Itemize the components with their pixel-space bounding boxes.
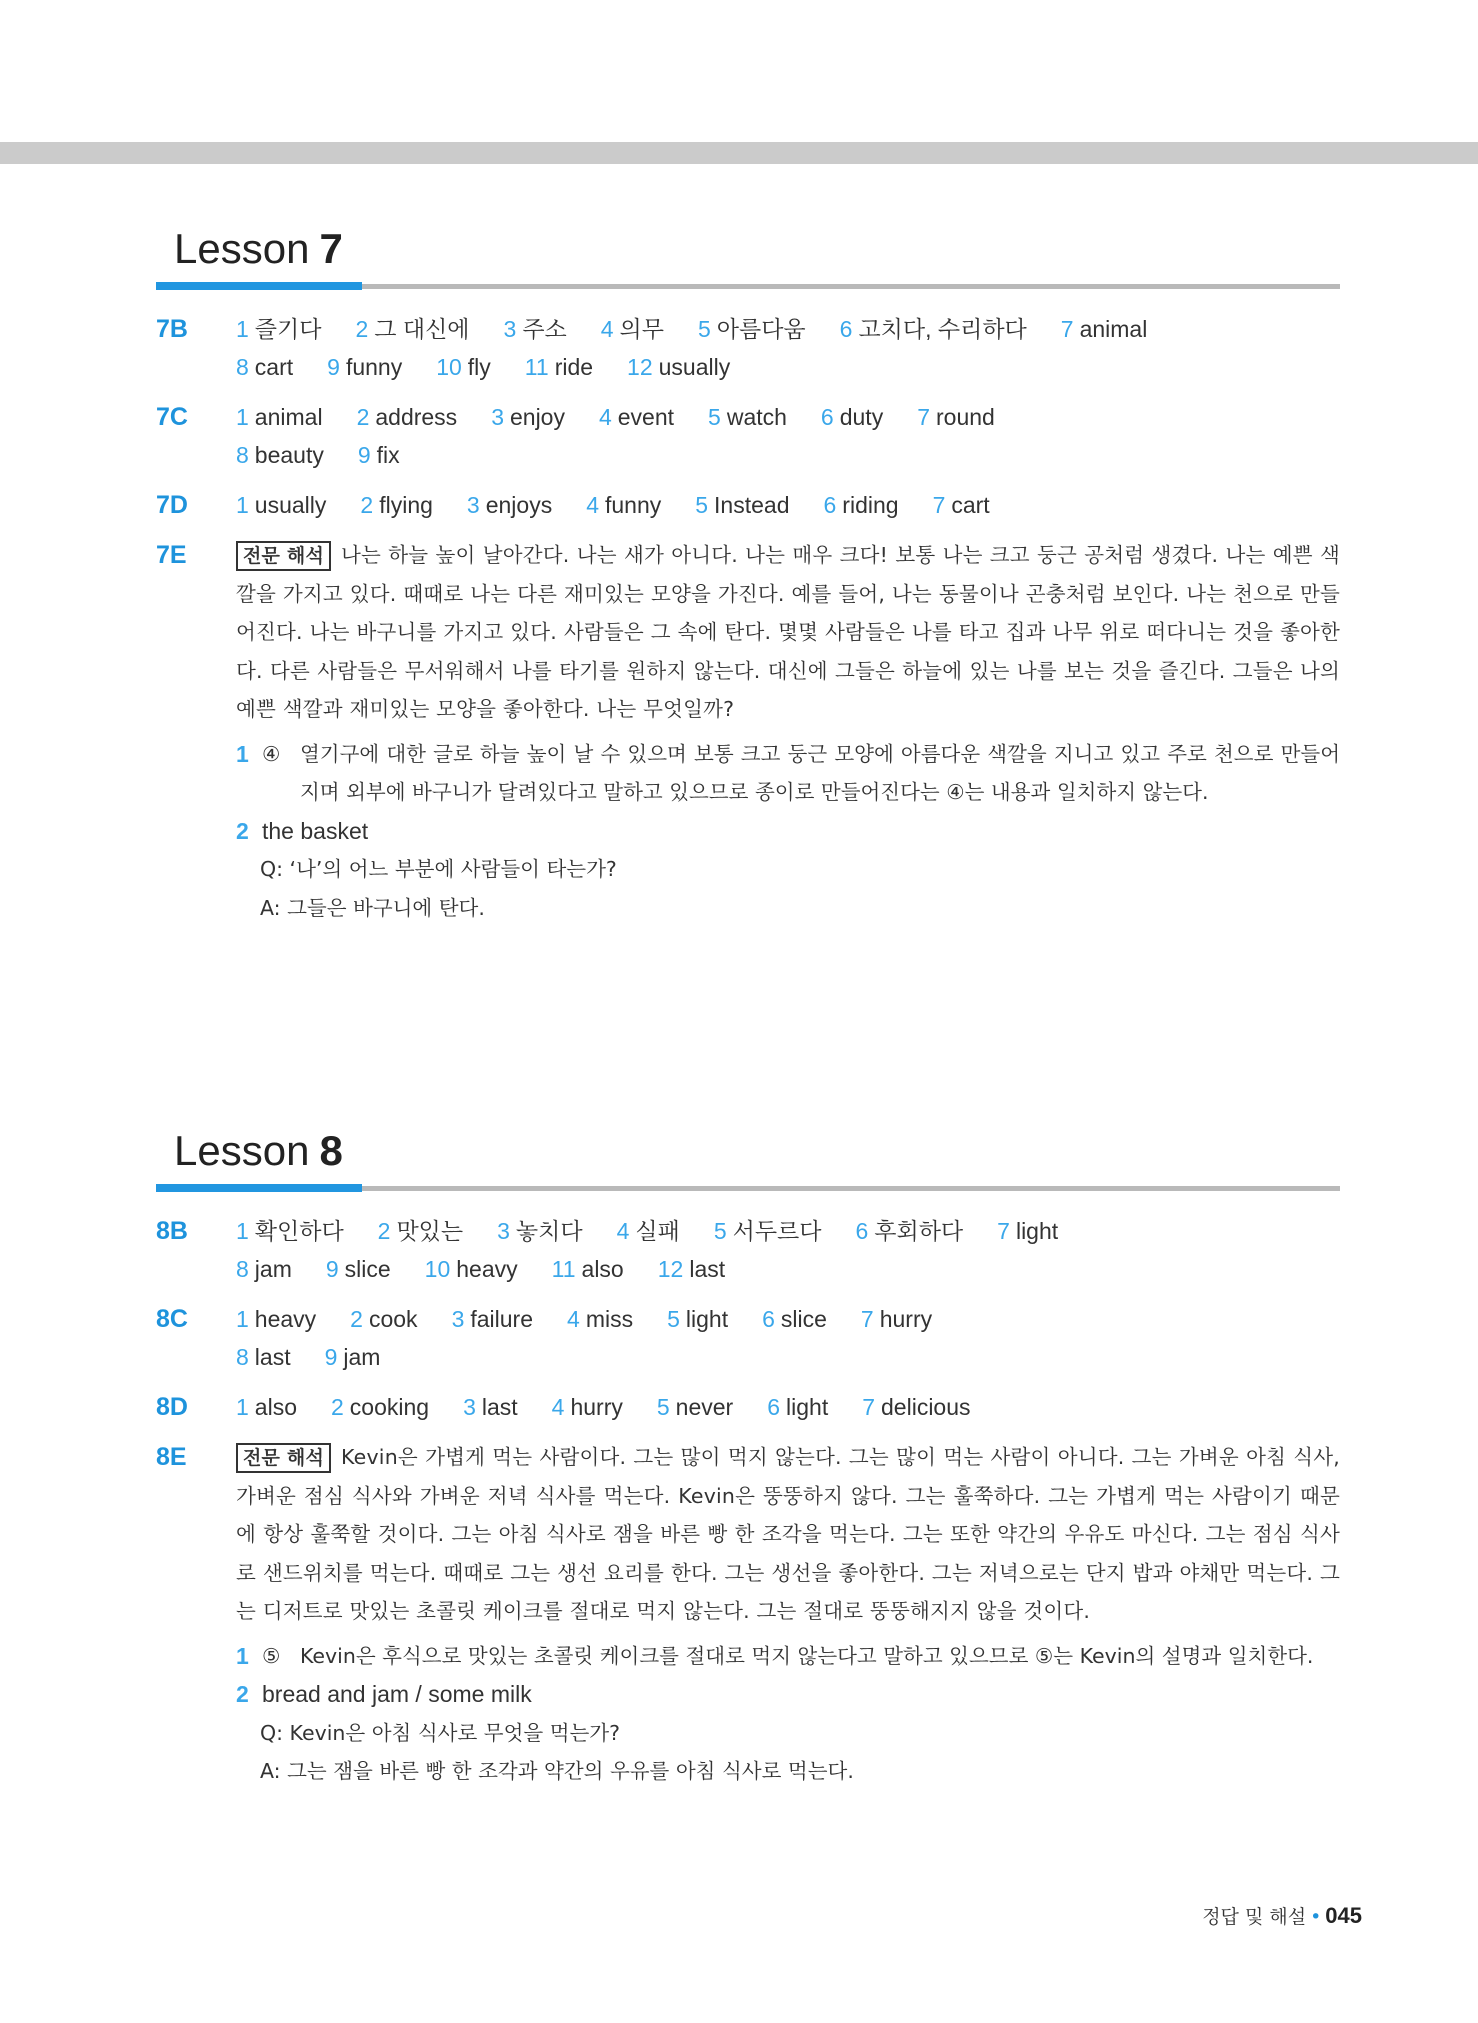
item-text: cooking [349,1394,430,1420]
question-2 [236,812,1340,928]
lesson-8-section [156,1124,1340,1791]
answer-item [236,1212,344,1250]
item-text: cart [951,492,990,518]
answer-item [658,1250,725,1288]
item-number: 5 [708,404,721,430]
answer-row [156,1300,1340,1376]
item-text: jam [343,1344,381,1370]
qa-answer: A: 그들은 바구니에 탄다. [260,895,485,920]
answer-row [156,486,1340,524]
lesson-rule [156,1184,1340,1192]
item-number: 3 [491,404,504,430]
question-1 [236,1637,1340,1676]
item-number: 5 [667,1306,680,1332]
answer-item [436,348,491,386]
item-text: 고치다, 수리하다 [858,316,1027,342]
answer-item [695,486,789,524]
section-code: 7B [156,315,188,343]
lesson-title [174,222,1340,276]
item-number: 3 [451,1306,465,1332]
answer-item [331,1388,429,1426]
item-number: 9 [324,1344,338,1370]
top-gray-band [0,142,1478,164]
answer-item [425,1250,518,1288]
answer-items [236,398,1340,474]
answer-item [360,486,433,524]
answer-item [326,1250,391,1288]
answer-item [236,310,321,348]
answer-item [504,310,567,348]
item-text: 맛있는 [396,1218,464,1244]
item-text: Instead [714,492,790,518]
answer-mark: ⑤ [262,1643,281,1668]
lesson-rule [156,282,1340,290]
item-text: cart [254,354,294,380]
item-number: 4 [600,316,614,342]
item-text: 즐기다 [254,316,322,342]
answer-item [452,1300,533,1338]
item-number: 6 [767,1394,781,1420]
item-number: 6 [839,316,853,342]
item-text: enjoys [485,492,553,518]
item-number: 4 [616,1218,630,1244]
item-number: 1 [236,1306,249,1332]
answer-items [236,1212,1340,1288]
item-number: 5 [656,1394,670,1420]
item-number: 5 [713,1218,727,1244]
item-number: 1 [236,1218,249,1244]
section-code: 7E [156,541,187,569]
item-text: light [685,1306,729,1332]
translation-tag: 전문 해석 [236,541,331,571]
item-text: jam [254,1256,292,1282]
section-8e [156,1438,1340,1631]
answer-row [156,1212,1340,1288]
item-number: 2 [355,316,369,342]
item-text: funny [345,354,403,380]
item-number: 4 [567,1306,580,1332]
item-text: flying [379,492,433,518]
item-number: 7 [932,492,946,518]
item-text: 주소 [522,316,567,342]
item-number: 9 [325,1256,339,1282]
section-code: 8E [156,1443,187,1471]
section-code: 8C [156,1305,188,1333]
item-number: 3 [463,1394,476,1420]
item-text: light [1015,1218,1059,1244]
item-text: last [689,1256,726,1282]
answer-item [525,348,593,386]
lesson-title [174,1124,1340,1178]
answer-item [236,1300,316,1338]
answer-item [552,1388,623,1426]
section-code: 7C [156,403,188,431]
answer-item [378,1212,463,1250]
answer-rows [156,310,1340,536]
item-text: funny [604,492,662,518]
item-number: 8 [236,442,249,468]
answer-item [463,1388,518,1426]
answer-item [497,1212,582,1250]
answer-item [236,398,323,436]
explanation-text: 열기구에 대한 글로 하늘 높이 날 수 있으며 보통 크고 둥근 모양에 아름다운 색깔을 지니고 있고 주로 천으로 만들어지며 외부에 바구니가 달려있다고 말하고 있으므로 종이로 만들어진다는 ④는 내용과 일치하지 않는다. [300,741,1340,804]
answer-item [350,1300,417,1338]
answer-item [861,1300,932,1338]
qa-answer: A: 그는 잼을 바른 빵 한 조각과 약간의 우유를 아침 식사로 먹는다. [260,1759,854,1783]
answer-item [708,398,787,436]
answer-item [821,398,883,436]
answer-rows [156,1212,1340,1438]
answer-item [840,310,1027,348]
item-number: 5 [697,316,711,342]
answer-mark: ④ [262,741,281,766]
answer-item [657,1388,733,1426]
item-text: 실패 [635,1218,680,1244]
answer-row [156,1388,1340,1426]
item-text: heavy [456,1256,518,1282]
item-text: fix [376,442,400,468]
item-text: last [254,1344,291,1370]
answer-item [586,486,661,524]
item-number: 1 [236,404,249,430]
answer-item [762,1300,827,1338]
item-text: 확인하다 [254,1218,344,1244]
item-number: 2 [350,1306,363,1332]
item-number: 4 [598,404,612,430]
item-number: 9 [357,442,371,468]
lesson-7-section [156,222,1340,927]
item-text: beauty [254,442,324,468]
item-number: 8 [236,1344,249,1370]
item-text: address [375,404,458,430]
item-number: 7 [860,1306,874,1332]
item-text: hurry [879,1306,933,1332]
answer-item [917,398,995,436]
item-number: 1 [236,492,249,518]
answer-item [997,1212,1058,1250]
answer-item [862,1388,970,1426]
item-number: 8 [236,1256,249,1282]
item-text: riding [842,492,899,518]
item-number: 9 [327,354,340,380]
answer-item [1061,310,1148,348]
answer-item [491,398,565,436]
question-number: 2 [236,1681,249,1707]
item-text: failure [470,1306,534,1332]
question-number: 1 [236,1642,249,1669]
answer-item [236,1338,291,1376]
item-text: light [786,1394,829,1420]
item-number: 3 [466,492,480,518]
item-number: 11 [551,1256,576,1282]
item-text: 그 대신에 [374,316,470,342]
answer-item [357,398,458,436]
question-2 [236,1675,1340,1791]
item-text: 놓치다 [515,1218,583,1244]
item-number: 7 [917,404,930,430]
answer-item [601,310,664,348]
item-number: 2 [331,1394,344,1420]
translation-text: Kevin은 가볍게 먹는 사람이다. 그는 많이 먹지 않는다. 그는 많이 먹는 사람이 아니다. 그는 가벼운 아침 식사, 가벼운 점심 식사와 가벼운 저녁 식사를 먹는다. Kevin은 뚱뚱하지 않다. 그는 훌쭉하다. 그는 가볍게 먹는 사람이기 때문에 항상 훌쭉할 것이다. 그는 아침 식사로 잼을 바른 빵 한 조각을 먹는다. 그는 또한 약간의 우유도 마신다. 그는 점심 식사로 샌드위치를 먹는다. 때때로 그는 생선 요리를 한다. 그는 생선을 좋아한다. 그는 저녁으로는 단지 밥과 야채만 먹는다. 그는 디저트로 맛있는 초콜릿 케이크를 절대로 먹지 않는다. 그는 절대로 뚱뚱해지지 않을 것이다. [236,1445,1340,1623]
answer-item [855,1212,963,1250]
answer-item [933,486,990,524]
full-translation [236,1438,1340,1631]
answer-item [236,1388,297,1426]
item-number: 10 [424,1256,451,1282]
item-text: 의무 [619,316,664,342]
item-text: never [675,1394,734,1420]
answer-item [358,436,400,474]
item-text: fly [467,354,491,380]
answer-item [327,348,402,386]
item-number: 3 [497,1218,510,1244]
item-text: last [481,1394,518,1420]
lesson-number: 8 [319,1127,343,1174]
section-code: 8D [156,1393,188,1421]
answer-item [824,486,899,524]
answer-item [467,486,552,524]
qa-question: Q: ‘나’의 어느 부분에 사람들이 타는가? [260,857,617,881]
item-text: watch [726,404,787,430]
item-text: slice [780,1306,827,1332]
page-number: 045 [1325,1903,1362,1928]
item-number: 5 [695,492,709,518]
footer-label: 정답 및 해설 [1202,1906,1307,1928]
lesson-number: 7 [319,225,343,272]
answer-row [156,310,1340,386]
item-number: 6 [762,1306,775,1332]
section-code: 8B [156,1217,188,1245]
section-7e [156,536,1340,729]
item-number: 3 [503,316,517,342]
item-text: animal [1079,316,1148,342]
item-number: 8 [236,354,249,380]
item-number: 6 [820,404,834,430]
item-text: enjoy [509,404,565,430]
answer-items [236,1300,1340,1376]
answer-items [236,1388,1340,1426]
item-number: 4 [586,492,599,518]
page-footer [1202,1902,1362,1929]
item-text: heavy [254,1306,317,1332]
answer-item [714,1212,822,1250]
item-text: round [936,404,995,430]
explanation-text: Kevin은 후식으로 맛있는 초콜릿 케이크를 절대로 먹지 않는다고 말하고 있으므로 ⑤는 Kevin의 설명과 일치한다. [300,1643,1314,1668]
full-translation [236,536,1340,729]
answer-items [236,310,1340,386]
answer-item [567,1300,633,1338]
section-code: 7D [156,491,188,519]
qa-question: Q: Kevin은 아침 식사로 무엇을 먹는가? [260,1720,620,1745]
answer-items [236,486,1340,524]
answer-item [236,1250,292,1288]
item-number: 2 [360,492,374,518]
item-text: also [254,1394,297,1420]
answer-item [325,1338,381,1376]
item-text: also [581,1256,624,1282]
answer-item [236,486,326,524]
item-text: event [617,404,675,430]
answer-item [698,310,806,348]
answer-item [355,310,469,348]
item-number: 7 [862,1394,876,1420]
item-number: 4 [551,1394,565,1420]
lesson-word: Lesson [174,1127,310,1174]
footer-dot: • [1310,1906,1322,1928]
item-number: 6 [855,1218,869,1244]
item-text: 아름다움 [716,316,806,342]
answer-item [667,1300,728,1338]
item-text: usually [254,492,327,518]
item-text: delicious [881,1394,971,1420]
question-1 [236,735,1340,812]
short-answer: bread and jam / some milk [262,1681,532,1707]
item-number: 2 [356,404,370,430]
item-text: animal [254,404,323,430]
item-number: 11 [524,354,549,380]
item-text: ride [554,354,594,380]
item-number: 7 [1060,316,1074,342]
item-text: miss [585,1306,634,1332]
question-number: 2 [236,817,249,844]
lesson-word: Lesson [174,225,310,272]
item-number: 10 [436,354,462,380]
item-number: 1 [236,1394,249,1420]
answer-row [156,398,1340,474]
item-text: hurry [570,1394,623,1420]
short-answer: the basket [262,817,369,844]
answer-item [552,1250,624,1288]
answer-item [627,348,730,386]
item-number: 6 [823,492,837,518]
item-number: 7 [997,1218,1010,1244]
item-number: 12 [657,1256,684,1282]
question-number: 1 [236,740,249,767]
translation-text: 나는 하늘 높이 날아간다. 나는 새가 아니다. 나는 매우 크다! 보통 나는 크고 둥근 공처럼 생겼다. 나는 예쁜 색깔을 가지고 있다. 때때로 나는 다른 재미있는 모양을 가진다. 예를 들어, 나는 동물이나 곤충처럼 보인다. 나는 천으로 만들어진다. 나는 바구니를 가지고 있다. 사람들은 그 속에 탄다. 몇몇 사람들은 나를 타고 집과 나무 위로 떠다니는 것을 좋아한다. 다른 사람들은 무서워해서 나를 타기를 원하지 않는다. 대신에 그들은 하늘에 있는 나를 보는 것을 즐긴다. 그들은 나의 예쁜 색깔과 재미있는 모양을 좋아한다. 나는 무엇일까? [236,543,1340,721]
answer-item [617,1212,680,1250]
item-text: 후회하다 [874,1218,964,1244]
item-number: 2 [377,1218,391,1244]
item-number: 12 [627,354,653,380]
answer-item [599,398,674,436]
item-text: cook [368,1306,418,1332]
answer-item [767,1388,828,1426]
item-text: usually [658,354,731,380]
answer-item [236,436,324,474]
answer-item [236,348,293,386]
translation-tag: 전문 해석 [236,1443,331,1473]
item-text: slice [344,1256,391,1282]
item-number: 1 [236,316,249,342]
item-text: duty [839,404,884,430]
item-text: 서두르다 [732,1218,822,1244]
